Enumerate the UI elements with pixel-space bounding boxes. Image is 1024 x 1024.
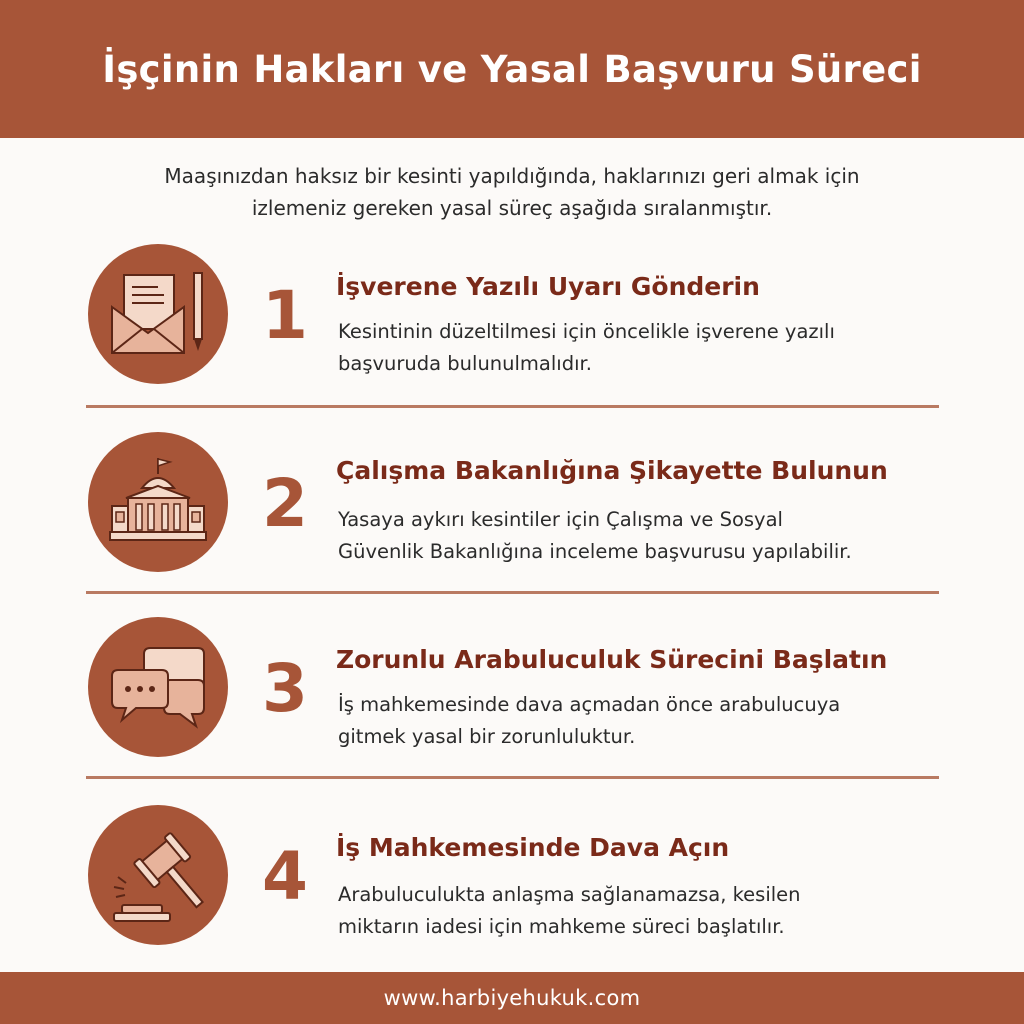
footer-website-link[interactable]: www.harbiyehukuk.com [383, 986, 641, 1010]
step-3 [0, 617, 1024, 767]
step-4-icon-circle [88, 805, 228, 945]
step-2-number: 2 [262, 465, 308, 542]
step-2-desc-line-1: Yasaya aykırı kesintiler için Çalışma ve Sosyal [338, 508, 783, 531]
step-3-title: Zorunlu Arabuluculuk Sürecini Başlatın [336, 645, 888, 674]
step-3-desc-line-2: gitmek yasal bir zorunluluktur. [338, 725, 636, 748]
footer-banner [0, 972, 1024, 1024]
divider-3 [86, 776, 939, 779]
step-3-desc-line-1: İş mahkemesinde dava açmadan önce arabulucuya [338, 693, 841, 716]
step-4-title: İş Mahkemesinde Dava Açın [336, 833, 730, 862]
step-4-desc-line-2: miktarın iadesi için mahkeme süreci başlatılır. [338, 915, 785, 938]
step-4-desc-line-1: Arabuluculukta anlaşma sağlanamazsa, kesilen [338, 883, 801, 906]
step-2-description [338, 504, 958, 568]
intro-text [0, 160, 1024, 224]
step-1-desc-line-1: Kesintinin düzeltilmesi için öncelikle işverene yazılı [338, 320, 835, 343]
step-2-desc-line-2: Güvenlik Bakanlığına inceleme başvurusu yapılabilir. [338, 540, 852, 563]
step-4 [0, 805, 1024, 955]
chat-bubbles-icon [108, 642, 208, 732]
step-1-desc-line-2: başvuruda bulunulmalıdır. [338, 352, 592, 375]
step-1-icon-circle [88, 244, 228, 384]
step-1 [0, 244, 1024, 394]
gavel-icon [108, 827, 208, 923]
step-3-icon-circle [88, 617, 228, 757]
step-4-description [338, 879, 958, 943]
divider-1 [86, 405, 939, 408]
step-1-number: 1 [262, 277, 308, 354]
intro-line-1: Maaşınızdan haksız bir kesinti yapıldığında, haklarınızı geri almak için [164, 164, 860, 188]
page-title: İşçinin Hakları ve Yasal Başvuru Süreci [102, 47, 922, 91]
header-banner [0, 0, 1024, 138]
step-1-title: İşverene Yazılı Uyarı Gönderin [336, 272, 760, 301]
step-2-title: Çalışma Bakanlığına Şikayette Bulunun [336, 456, 888, 485]
divider-2 [86, 591, 939, 594]
step-4-number: 4 [262, 838, 308, 915]
envelope-letter-pen-icon [106, 269, 210, 359]
step-2-icon-circle [88, 432, 228, 572]
intro-line-2: izlemeniz gereken yasal süreç aşağıda sıralanmıştır. [251, 196, 773, 220]
government-building-icon [108, 456, 208, 548]
step-3-description [338, 689, 958, 753]
step-1-description [338, 316, 958, 380]
step-2 [0, 432, 1024, 582]
step-3-number: 3 [262, 650, 308, 727]
